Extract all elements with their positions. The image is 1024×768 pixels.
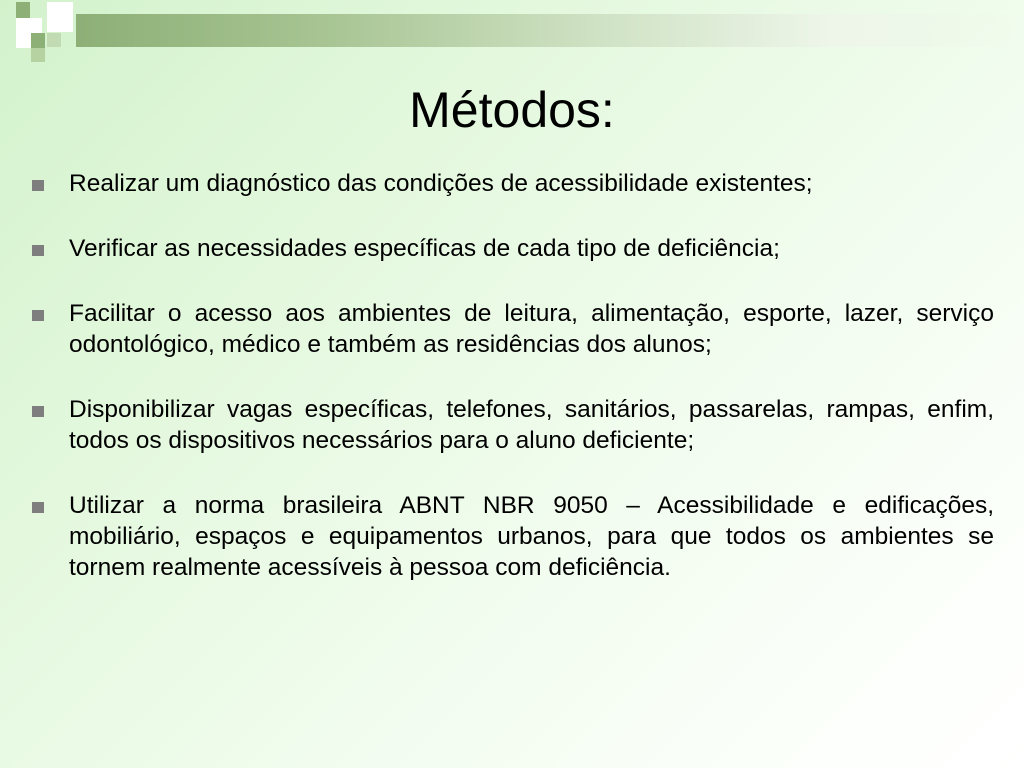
decorative-square	[16, 2, 30, 18]
bullet-text: Verificar as necessidades específicas de cada tipo de deficiência;	[69, 235, 780, 262]
bullet-item	[32, 233, 994, 264]
square-bullet-icon	[32, 310, 44, 321]
bullet-item	[32, 490, 994, 583]
bullet-text: Disponibilizar vagas específicas, telefones, sanitários, passarelas, rampas, enfim, todos os dispositivos necessários para o aluno deficiente;	[69, 396, 994, 454]
decorative-gradient-bar	[76, 14, 1024, 47]
square-bullet-icon	[32, 502, 44, 513]
decorative-square	[31, 33, 45, 49]
decorative-square	[47, 33, 61, 47]
bullet-item	[32, 394, 994, 456]
square-bullet-icon	[32, 406, 44, 417]
bullet-list	[32, 168, 994, 617]
bullet-item	[32, 168, 994, 199]
bullet-text: Realizar um diagnóstico das condições de acessibilidade existentes;	[69, 170, 813, 197]
decorative-square	[31, 48, 45, 62]
decorative-square	[47, 2, 73, 32]
square-bullet-icon	[32, 245, 44, 256]
bullet-text: Facilitar o acesso aos ambientes de leitura, alimentação, esporte, lazer, serviço odontológico, médico e também as residências dos alunos;	[69, 300, 994, 358]
bullet-text: Utilizar a norma brasileira ABNT NBR 9050 – Acessibilidade e edificações, mobiliário, espaços e equipamentos urbanos, para que todos os ambientes se tornem realmente acessíveis à pessoa com deficiência.	[69, 492, 994, 581]
square-bullet-icon	[32, 180, 44, 191]
bullet-item	[32, 298, 994, 360]
slide-title: Métodos:	[409, 82, 615, 138]
